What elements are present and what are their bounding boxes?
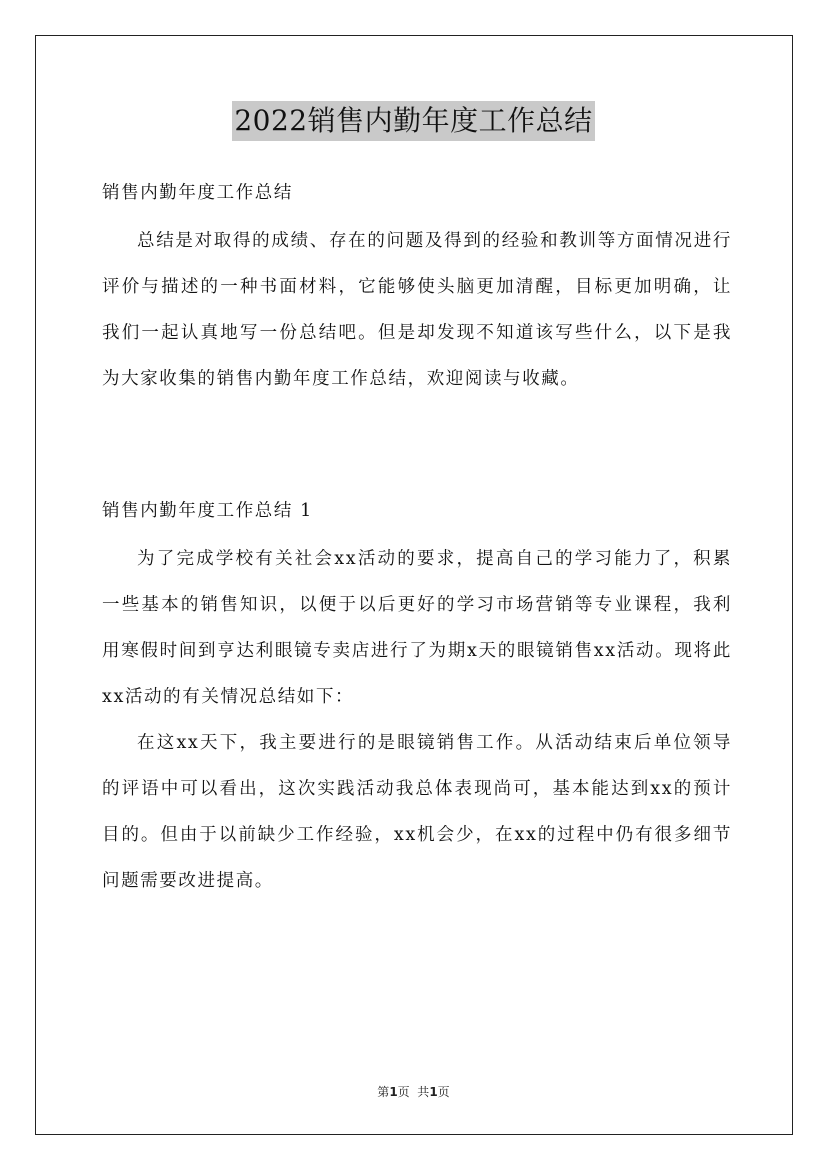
page-total-number: 1 xyxy=(429,1085,438,1099)
page-footer xyxy=(0,1083,827,1100)
intro-paragraph: 总结是对取得的成绩、存在的问题及得到的经验和教训等方面情况进行评价与描述的一种书面材料，它能够使头脑更加清醒，目标更加明确，让我们一起认真地写一份总结吧。但是却发现不知道该写些什么，以下是我为大家收集的销售内勤年度工作总结，欢迎阅读与收藏。 xyxy=(102,231,732,389)
title-container xyxy=(0,101,827,141)
document-title: 2022销售内勤年度工作总结 xyxy=(232,101,594,141)
document-body xyxy=(102,170,732,904)
document-subtitle: 销售内勤年度工作总结 xyxy=(102,183,293,203)
footer-mid: 页 共 xyxy=(397,1085,430,1099)
footer-suffix: 页 xyxy=(437,1085,450,1099)
page-current-number: 1 xyxy=(389,1085,398,1099)
section-paragraph: 在这xx天下，我主要进行的是眼镜销售工作。从活动结束后单位领导的评语中可以看出，这次实践活动我总体表现尚可，基本能达到xx的预计目的。但由于以前缺少工作经验，xx机会少，在xx的过程中仍有很多细节问题需要改进提高。 xyxy=(102,733,732,891)
footer-prefix: 第 xyxy=(377,1085,390,1099)
section-heading: 销售内勤年度工作总结 1 xyxy=(102,501,313,521)
section-paragraph: 为了完成学校有关社会xx活动的要求，提高自己的学习能力了，积累一些基本的销售知识，以便于以后更好的学习市场营销等专业课程，我利用寒假时间到亨达利眼镜专卖店进行了为期x天的眼镜销售xx活动。现将此xx活动的有关情况总结如下： xyxy=(102,549,732,707)
